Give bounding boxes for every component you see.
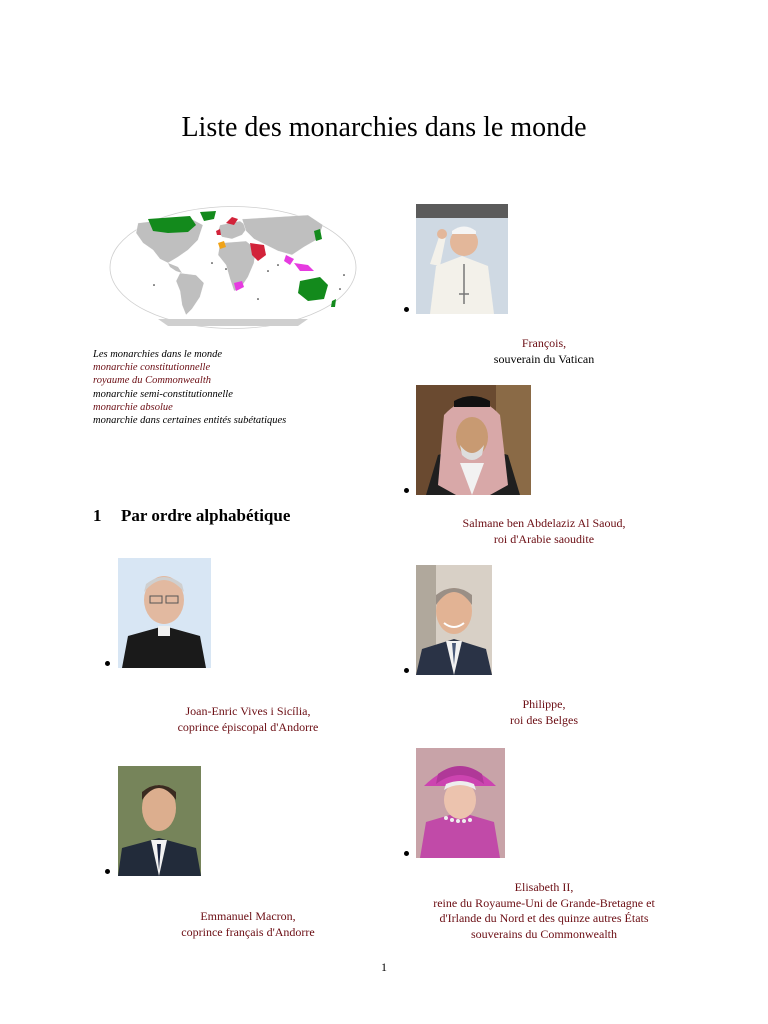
caption-macron [112, 909, 384, 940]
photo-macron[interactable] [118, 766, 201, 876]
page-title: Liste des monarchies dans le monde [181, 112, 587, 143]
legend-caption: Les monarchies dans le monde [93, 349, 223, 360]
monarch-name[interactable]: Philippe, [522, 697, 566, 711]
monarch-title[interactable]: coprince épiscopal d'Andorre [177, 719, 319, 734]
monarch-title[interactable]: roi d'Arabie saoudite [493, 531, 595, 546]
monarch-name[interactable]: Joan-Enric Vives i Sicília, [185, 704, 311, 718]
caption-philippe [408, 697, 680, 728]
legend-item-semi-constitutional: monarchie semi-constitutionnelle [93, 388, 233, 400]
monarch-title: souverain du Vatican [493, 351, 595, 366]
caption-elisabeth [408, 880, 680, 942]
king-portrait-icon [416, 385, 531, 495]
queen-portrait-icon [416, 748, 505, 858]
bishop-portrait-icon [118, 558, 211, 668]
president-portrait-icon [118, 766, 201, 876]
monarch-title-line[interactable]: reine du Royaume-Uni de Grande-Bretagne et [433, 895, 655, 910]
photo-salmane[interactable] [416, 385, 531, 495]
world-map [108, 205, 358, 330]
section-heading [93, 506, 290, 526]
section-number: 1 [93, 506, 102, 525]
map-legend [93, 348, 286, 427]
section-title: Par ordre alphabétique [121, 506, 291, 525]
legend-item-subnational: monarchie dans certaines entités subétatiques [93, 415, 287, 427]
legend-item-constitutional[interactable]: monarchie constitutionnelle [93, 362, 211, 374]
page-number: 1 [381, 960, 387, 974]
list-bullet [404, 851, 409, 856]
map-antarctica [158, 319, 308, 326]
monarch-title-line[interactable]: souverains du Commonwealth [471, 926, 617, 941]
caption-salmane [408, 516, 680, 547]
monarch-title[interactable]: coprince français d'Andorre [181, 924, 315, 939]
list-bullet [404, 668, 409, 673]
photo-francois[interactable] [416, 204, 508, 314]
pope-portrait-icon [416, 204, 508, 314]
monarch-title[interactable]: roi des Belges [510, 712, 578, 727]
caption-francois [408, 336, 680, 367]
list-bullet [105, 869, 110, 874]
monarch-name[interactable]: François, [521, 336, 567, 350]
monarch-title-line[interactable]: d'Irlande du Nord et des quinze autres États [439, 911, 649, 925]
photo-philippe[interactable] [416, 565, 492, 675]
list-bullet [105, 661, 110, 666]
monarch-name[interactable]: Emmanuel Macron, [200, 909, 296, 923]
monarch-name[interactable]: Elisabeth II, [514, 880, 574, 894]
monarch-name[interactable]: Salmane ben Abdelaziz Al Saoud, [462, 516, 626, 530]
photo-vives[interactable] [118, 558, 211, 668]
map-canada [148, 216, 196, 233]
list-bullet [404, 488, 409, 493]
king-portrait-icon [416, 565, 492, 675]
legend-item-absolute[interactable]: monarchie absolue [93, 401, 173, 413]
caption-vives [112, 704, 384, 735]
list-bullet [404, 307, 409, 312]
legend-item-commonwealth[interactable]: royaume du Commonwealth [93, 375, 212, 387]
photo-elisabeth[interactable] [416, 748, 505, 858]
